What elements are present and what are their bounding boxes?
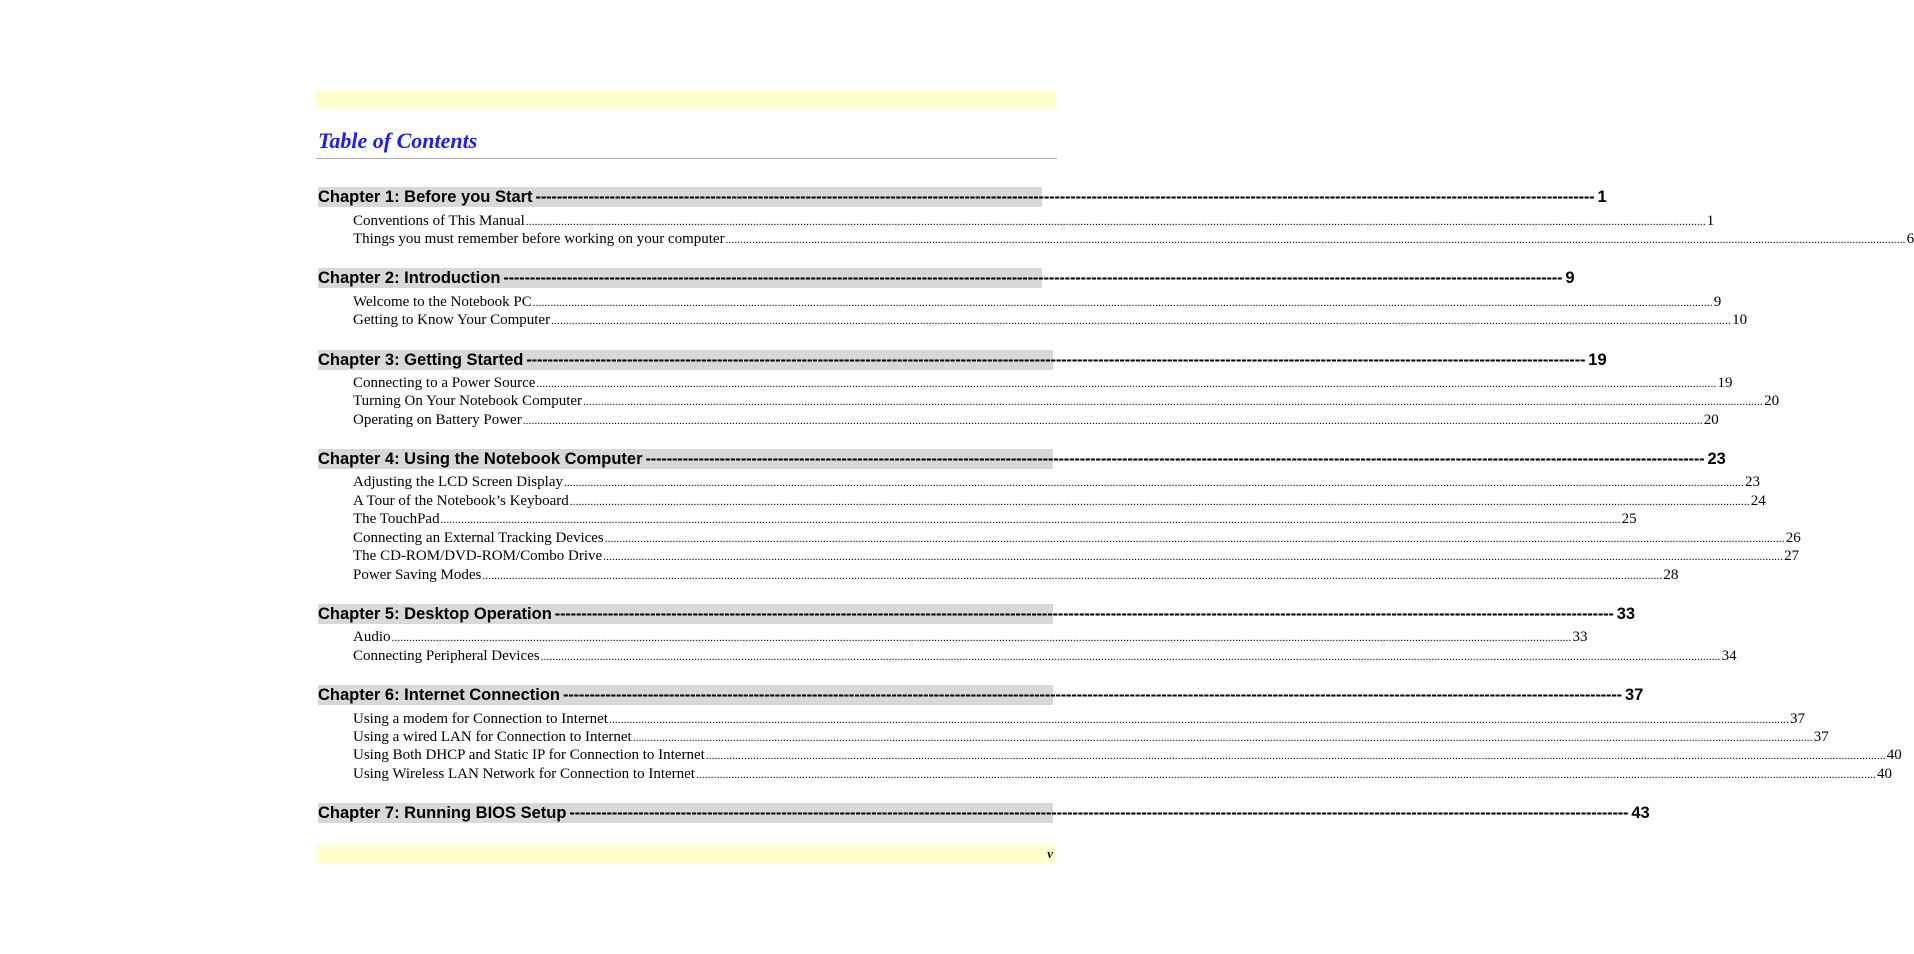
chapter-title: Chapter 3: Getting Started: [318, 350, 524, 369]
entry-page-number: 19: [1717, 375, 1733, 391]
toc-entry[interactable]: [353, 392, 1780, 410]
entry-title: Operating on Battery Power: [353, 412, 522, 428]
chapter-page-number: 33: [1616, 604, 1636, 623]
chapter-title: Chapter 1: Before you Start: [318, 187, 533, 206]
header-band: [316, 91, 1056, 109]
entry-page-number: 23: [1744, 474, 1760, 490]
document-page: [316, 0, 1914, 954]
entry-leader: ................................................................................................................................................................................................................................................................................................................................................................................................................: [536, 378, 1717, 390]
entry-leader: ................................................................................................................................................................................................................................................................................................................................................................................................................: [632, 732, 1813, 744]
entry-title: Getting to Know Your Computer: [353, 312, 551, 328]
toc-entry[interactable]: [353, 293, 1722, 311]
chapter-page-number: 43: [1631, 803, 1650, 822]
entry-leader: ................................................................................................................................................................................................................................................................................................................................................................................................................: [603, 551, 1784, 563]
footer-band: [316, 845, 1056, 863]
entry-leader: ................................................................................................................................................................................................................................................................................................................................................................................................................: [551, 315, 1732, 327]
chapter-heading[interactable]: [318, 604, 1636, 624]
toc-entry[interactable]: [353, 411, 1719, 429]
toc-entry[interactable]: [353, 628, 1588, 646]
entry-title: Audio: [353, 629, 391, 645]
entry-page-number: 33: [1572, 629, 1588, 645]
toc-entry[interactable]: [353, 765, 1892, 783]
page-title: Table of Contents: [318, 128, 478, 153]
toc-entry[interactable]: [353, 728, 1829, 746]
entry-page-number: 9: [1713, 294, 1722, 310]
entry-leader: ................................................................................................................................................................................................................................................................................................................................................................................................................: [482, 570, 1663, 582]
chapter-leader: --------------------------------------------------------------------------------------------------------------------------------------------------------------------------------------------------------: [563, 685, 1622, 704]
entry-page-number: 37: [1789, 711, 1805, 727]
entry-title: Using a wired LAN for Connection to Internet: [353, 729, 632, 745]
entry-title: Turning On Your Notebook Computer: [353, 393, 583, 409]
page-number: v: [1047, 846, 1053, 861]
toc-entry[interactable]: [353, 473, 1760, 491]
toc-entry[interactable]: [353, 647, 1737, 665]
title-divider: [316, 158, 1057, 159]
entry-leader: ................................................................................................................................................................................................................................................................................................................................................................................................................: [695, 769, 1876, 781]
chapter-page-number: 23: [1707, 449, 1726, 468]
entry-title: The TouchPad: [353, 511, 440, 527]
entry-leader: ................................................................................................................................................................................................................................................................................................................................................................................................................: [608, 714, 1789, 726]
entry-page-number: 10: [1732, 312, 1748, 328]
chapter-page-number: 19: [1588, 350, 1607, 369]
toc-entry[interactable]: [353, 374, 1733, 392]
entry-title: Welcome to the Notebook PC: [353, 294, 532, 310]
toc-entry[interactable]: [353, 510, 1637, 528]
entry-title: Conventions of This Manual: [353, 213, 525, 229]
entry-page-number: 1: [1706, 213, 1715, 229]
entry-title: Adjusting the LCD Screen Display: [353, 474, 563, 490]
entry-leader: ................................................................................................................................................................................................................................................................................................................................................................................................................: [540, 651, 1721, 663]
chapter-leader: --------------------------------------------------------------------------------------------------------------------------------------------------------------------------------------------------------: [535, 187, 1595, 206]
entry-page-number: 20: [1703, 412, 1719, 428]
chapter-title: Chapter 2: Introduction: [318, 268, 501, 287]
chapter-heading[interactable]: [318, 685, 1644, 705]
entry-title: Using Both DHCP and Static IP for Connection to Internet: [353, 747, 705, 763]
chapter-page-number: 9: [1565, 268, 1575, 287]
entry-page-number: 25: [1621, 511, 1637, 527]
entry-leader: ................................................................................................................................................................................................................................................................................................................................................................................................................: [563, 477, 1744, 489]
chapter-leader: --------------------------------------------------------------------------------------------------------------------------------------------------------------------------------------------------------: [526, 350, 1586, 369]
entry-title: Using a modem for Connection to Internet: [353, 711, 608, 727]
entry-page-number: 40: [1886, 747, 1902, 763]
chapter-leader: --------------------------------------------------------------------------------------------------------------------------------------------------------------------------------------------------------: [554, 604, 1614, 623]
entry-title: Connecting Peripheral Devices: [353, 648, 540, 664]
entry-title: Connecting to a Power Source: [353, 375, 536, 391]
entry-leader: ................................................................................................................................................................................................................................................................................................................................................................................................................: [391, 632, 1572, 644]
entry-leader: ................................................................................................................................................................................................................................................................................................................................................................................................................: [569, 496, 1750, 508]
chapter-leader: --------------------------------------------------------------------------------------------------------------------------------------------------------------------------------------------------------: [569, 803, 1629, 822]
chapter-page-number: 37: [1624, 685, 1644, 704]
toc-entry[interactable]: [353, 311, 1748, 329]
entry-leader: ................................................................................................................................................................................................................................................................................................................................................................................................................: [705, 750, 1886, 762]
entry-title: Things you must remember before working on your computer: [353, 231, 725, 247]
entry-page-number: 34: [1721, 648, 1737, 664]
entry-title: A Tour of the Notebook’s Keyboard: [353, 493, 569, 509]
entry-leader: ................................................................................................................................................................................................................................................................................................................................................................................................................: [583, 396, 1764, 408]
entry-title: Connecting an External Tracking Devices: [353, 530, 604, 546]
chapter-heading[interactable]: [318, 187, 1607, 207]
chapter-leader: --------------------------------------------------------------------------------------------------------------------------------------------------------------------------------------------------------: [645, 449, 1705, 468]
entry-title: Power Saving Modes: [353, 567, 482, 583]
chapter-title: Chapter 6: Internet Connection: [318, 685, 561, 704]
entry-page-number: 27: [1784, 548, 1800, 564]
toc-entry[interactable]: [353, 492, 1766, 510]
entry-page-number: 20: [1764, 393, 1780, 409]
chapter-page-number: 1: [1597, 187, 1607, 206]
toc-entry[interactable]: [353, 529, 1801, 547]
toc-entry[interactable]: [353, 212, 1715, 230]
entry-leader: ................................................................................................................................................................................................................................................................................................................................................................................................................: [440, 514, 1621, 526]
entry-page-number: 6: [1906, 231, 1914, 247]
entry-page-number: 37: [1813, 729, 1829, 745]
entry-leader: ................................................................................................................................................................................................................................................................................................................................................................................................................: [604, 533, 1785, 545]
toc-entry[interactable]: [353, 230, 1914, 248]
chapter-heading[interactable]: [318, 803, 1650, 823]
entry-leader: ................................................................................................................................................................................................................................................................................................................................................................................................................: [522, 415, 1703, 427]
entry-page-number: 28: [1663, 567, 1679, 583]
chapter-title: Chapter 5: Desktop Operation: [318, 604, 552, 623]
chapter-title: Chapter 7: Running BIOS Setup: [318, 803, 567, 822]
entry-leader: ................................................................................................................................................................................................................................................................................................................................................................................................................: [532, 297, 1713, 309]
chapter-title: Chapter 4: Using the Notebook Computer: [318, 449, 643, 468]
chapter-heading[interactable]: [318, 268, 1575, 288]
entry-page-number: 26: [1785, 530, 1801, 546]
entry-leader: ................................................................................................................................................................................................................................................................................................................................................................................................................: [725, 234, 1906, 246]
entry-title: The CD-ROM/DVD-ROM/Combo Drive: [353, 548, 603, 564]
entry-title: Using Wireless LAN Network for Connection to Internet: [353, 766, 695, 782]
entry-page-number: 40: [1876, 766, 1892, 782]
toc-entry[interactable]: [353, 566, 1679, 584]
toc-entry[interactable]: [353, 746, 1902, 764]
toc-entry[interactable]: [353, 547, 1800, 565]
chapter-heading[interactable]: [318, 449, 1726, 469]
entry-leader: ................................................................................................................................................................................................................................................................................................................................................................................................................: [525, 216, 1706, 228]
chapter-leader: --------------------------------------------------------------------------------------------------------------------------------------------------------------------------------------------------------: [503, 268, 1563, 287]
toc-entry[interactable]: [353, 710, 1805, 728]
chapter-heading[interactable]: [318, 350, 1607, 370]
entry-page-number: 24: [1750, 493, 1766, 509]
